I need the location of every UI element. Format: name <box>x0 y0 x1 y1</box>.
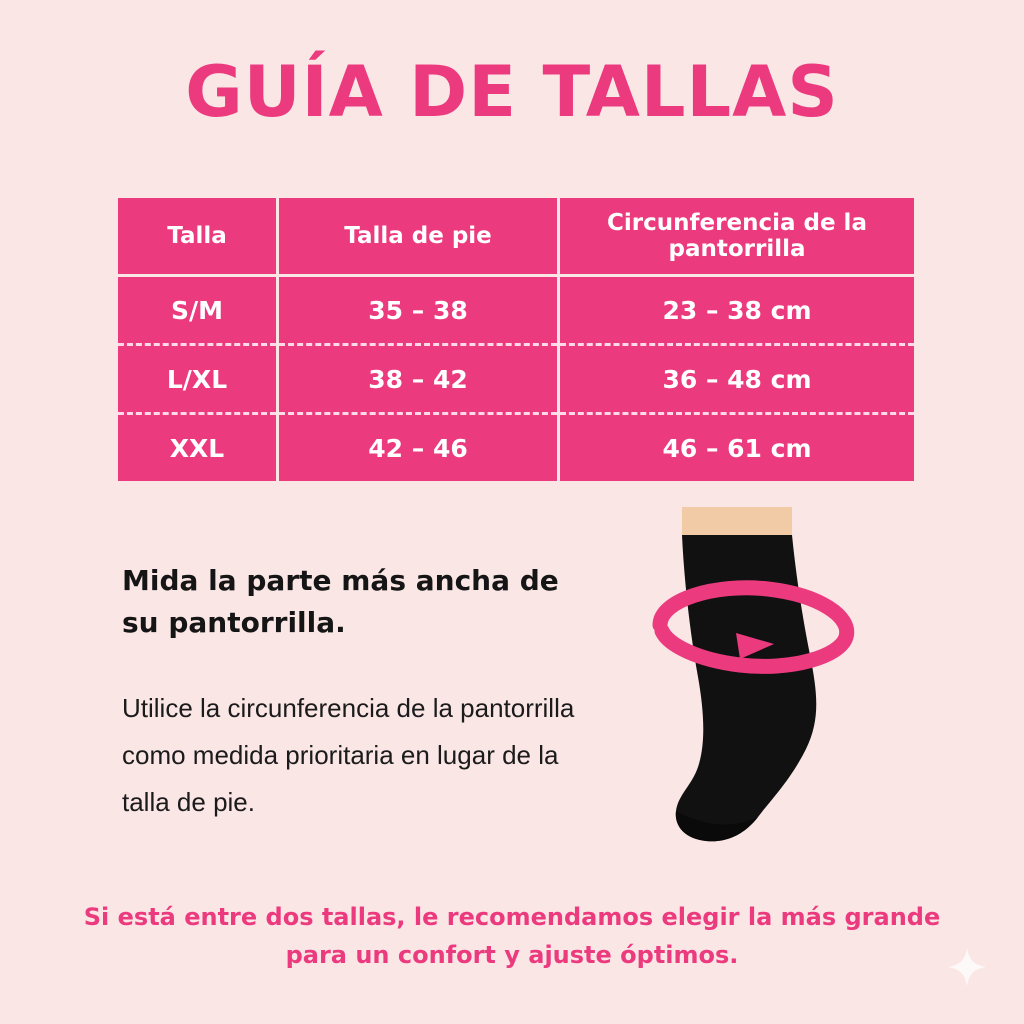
column-header-talla-de-pie: Talla de pie <box>278 198 559 276</box>
size-table-container <box>118 198 908 481</box>
table-header-row <box>118 198 914 276</box>
table-body <box>118 276 914 482</box>
cell-circunferencia: 36 – 48 cm <box>559 345 915 414</box>
page-title: GUÍA DE TALLAS <box>185 51 839 133</box>
table-row <box>118 345 914 414</box>
cell-talla: XXL <box>118 414 278 482</box>
table-row <box>118 414 914 482</box>
leg-illustration <box>640 505 870 875</box>
instruction-headline: Mida la parte más ancha de su pantorrilla. <box>122 564 559 639</box>
cell-talla-de-pie: 42 – 46 <box>278 414 559 482</box>
cell-talla-de-pie: 35 – 38 <box>278 276 559 345</box>
skin-top <box>682 507 792 539</box>
cell-circunferencia: 23 – 38 cm <box>559 276 915 345</box>
table-row <box>118 276 914 345</box>
column-header-circunferencia: Circunferencia de la pantorrilla <box>559 198 915 276</box>
cell-talla-de-pie: 38 – 42 <box>278 345 559 414</box>
cell-circunferencia: 46 – 61 cm <box>559 414 915 482</box>
sparkle-icon <box>946 946 988 988</box>
cell-talla: S/M <box>118 276 278 345</box>
size-table <box>118 198 914 481</box>
footer-recommendation: Si está entre dos tallas, le recomendamos elegir la más grande para un confort y ajuste óptimos. <box>83 903 941 969</box>
cell-talla: L/XL <box>118 345 278 414</box>
table-header <box>118 198 914 276</box>
instruction-paragraph: Utilice la circunferencia de la pantorrilla como medida prioritaria en lugar de la talla de pie. <box>122 693 575 817</box>
column-header-talla: Talla <box>118 198 278 276</box>
